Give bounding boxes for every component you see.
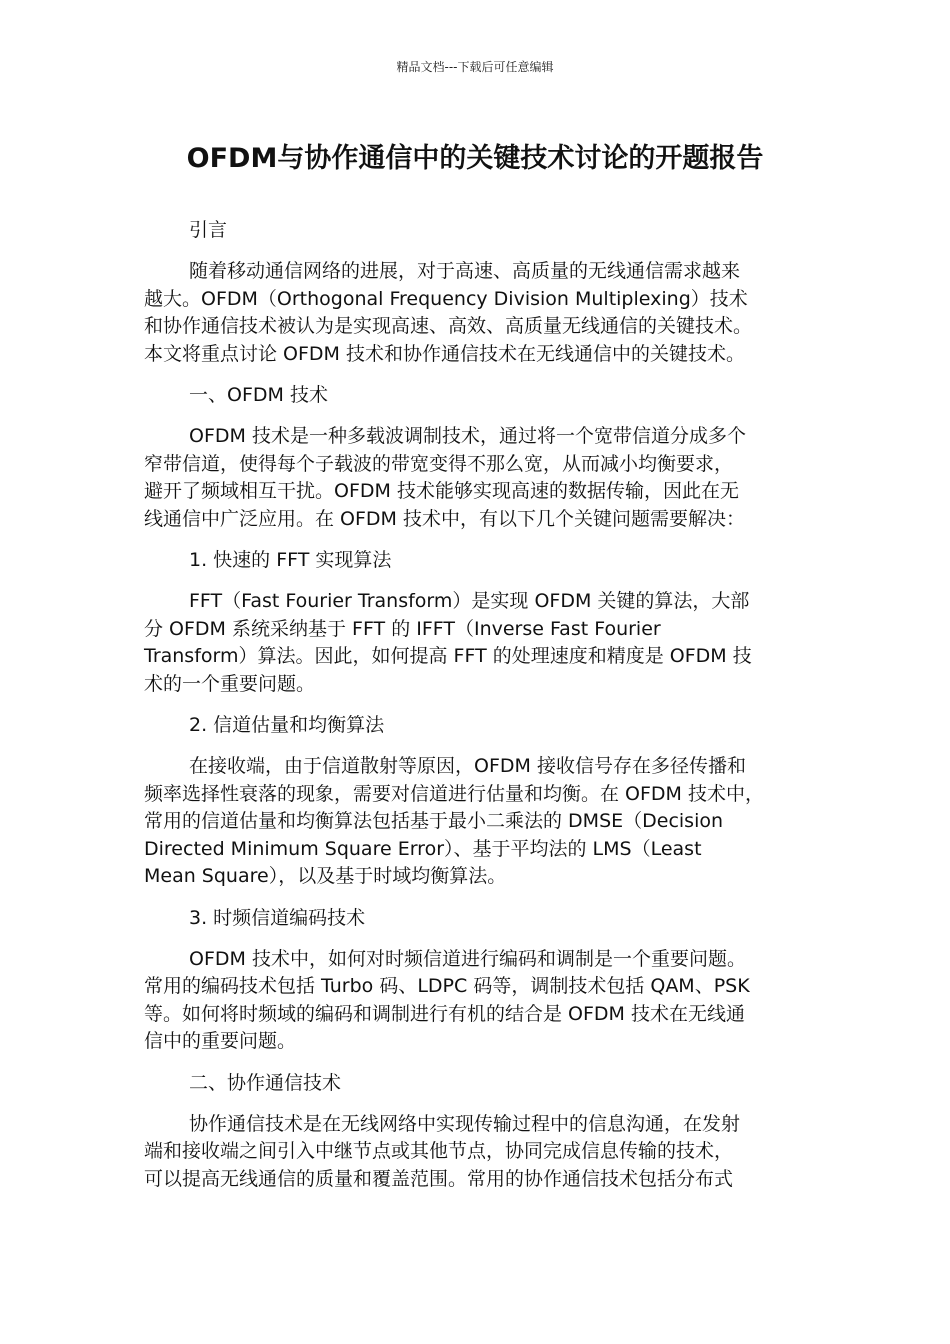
paragraph-line: 等。如何将时频域的编码和调制进行有机的结合是 OFDM 技术在无线通 <box>144 1002 745 1025</box>
section-heading: 1. 快速的 FFT 实现算法 <box>189 549 392 571</box>
paragraph-line: 在接收端，由于信道散射等原因，OFDM 接收信号存在多径传播和 <box>189 755 746 777</box>
paragraph <box>144 1111 806 1194</box>
paragraph-line: 随着移动通信网络的进展，对于高速、高质量的无线通信需求越来 <box>189 260 741 282</box>
paragraph <box>144 753 806 891</box>
paragraph <box>144 946 806 1056</box>
paragraph-line: 频率选择性衰落的现象，需要对信道进行估量和均衡。在 OFDM 技术中， <box>144 782 764 805</box>
page-header-note: 精品文档---下载后可任意编辑 <box>396 60 554 74</box>
paragraph-line: 线通信中广泛应用。在 OFDM 技术中，有以下几个关键问题需要解决： <box>144 507 745 530</box>
paragraph-line: 避开了频域相互干扰。OFDM 技术能够实现高速的数据传输，因此在无 <box>144 480 739 502</box>
paragraph-line: 和协作通信技术被认为是实现高速、高效、高质量无线通信的关键技术。 <box>144 315 753 337</box>
paragraph-line: 本文将重点讨论 OFDM 技术和协作通信技术在无线通信中的关键技术。 <box>144 342 745 365</box>
document-body <box>144 217 806 1207</box>
paragraph <box>144 423 806 533</box>
paragraph-line: OFDM 技术中，如何对时频信道进行编码和调制是一个重要问题。 <box>189 947 746 970</box>
section-heading: 3. 时频信道编码技术 <box>189 906 366 929</box>
paragraph-line: 信中的重要问题。 <box>144 1030 297 1052</box>
paragraph-line: 协作通信技术是在无线网络中实现传输过程中的信息沟通，在发射 <box>189 1112 741 1135</box>
paragraph-line: 分 OFDM 系统采纳基于 FFT 的 IFFT（Inverse Fast Fourier <box>144 617 661 640</box>
section-heading: 2. 信道估量和均衡算法 <box>189 714 385 736</box>
document-title: OFDM与协作通信中的关键技术讨论的开题报告 <box>186 143 764 174</box>
paragraph-line: OFDM 技术是一种多载波调制技术，通过将一个宽带信道分成多个 <box>189 425 746 447</box>
paragraph-line: Mean Square），以及基于时域均衡算法。 <box>144 865 507 887</box>
paragraph-line: 常用的编码技术包括 Turbo 码、LDPC 码等，调制技术包括 QAM、PSK <box>144 975 750 997</box>
section-heading: 一、OFDM 技术 <box>189 384 328 406</box>
paragraph-line: 常用的信道估量和均衡算法包括基于最小二乘法的 DMSE（Decision <box>144 810 724 832</box>
paragraph-line: 可以提高无线通信的质量和覆盖范围。常用的协作通信技术包括分布式 <box>144 1167 734 1190</box>
paragraph <box>144 258 806 368</box>
paragraph <box>144 588 806 698</box>
section-heading: 二、协作通信技术 <box>189 1071 342 1094</box>
paragraph-line: 越大。OFDM（Orthogonal Frequency Division Multiplexing）技术 <box>144 287 748 310</box>
paragraph-line: 窄带信道，使得每个子载波的带宽变得不那么宽，从而减小均衡要求， <box>144 452 734 475</box>
paragraph-line: 端和接收端之间引入中继节点或其他节点，协同完成信息传输的技术， <box>144 1140 734 1162</box>
section-heading: 引言 <box>189 219 228 241</box>
paragraph-line: Transform）算法。因此，如何提高 FFT 的处理速度和精度是 OFDM 技 <box>144 645 752 667</box>
paragraph-line: FFT（Fast Fourier Transform）是实现 OFDM 关键的算法，大部 <box>189 590 750 612</box>
paragraph-line: Directed Minimum Square Error）、基于平均法的 LMS（Least <box>144 837 702 860</box>
paragraph-line: 术的一个重要问题。 <box>144 672 316 695</box>
